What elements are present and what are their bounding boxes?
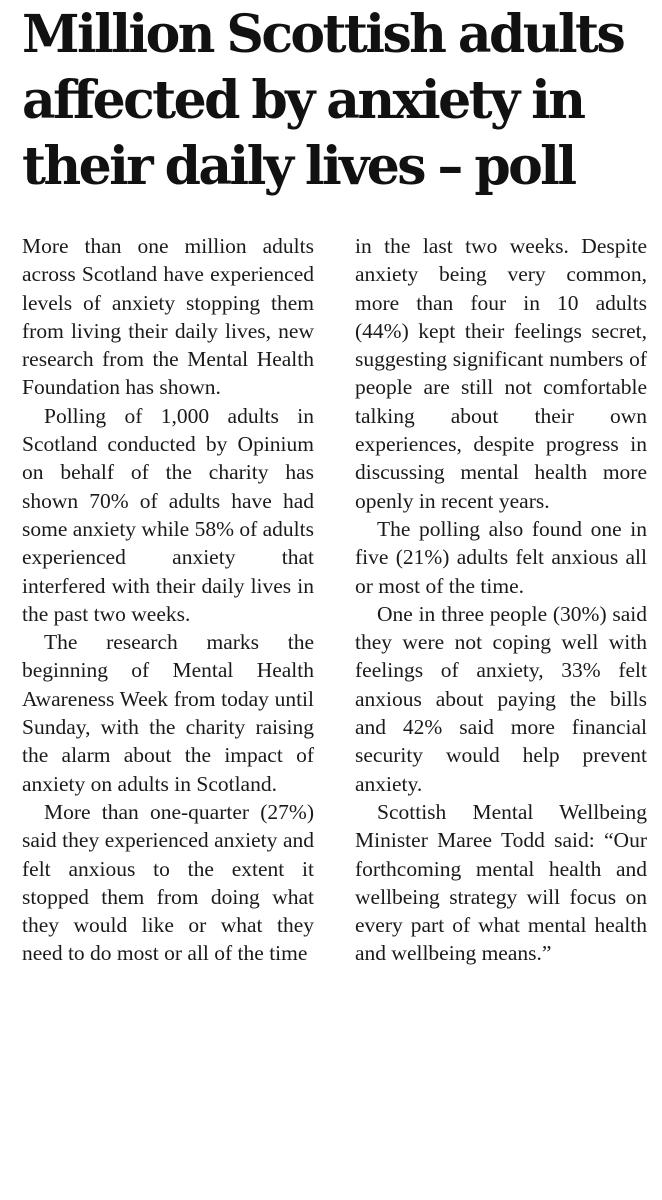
article-column-right	[355, 232, 647, 968]
article-paragraph: More than one million adults across Scotland have experienced levels of anxiety stopping them from living their daily lives, new research from the Mental Health Foundation has shown.	[22, 234, 314, 400]
article-paragraph: One in three people (30%) said they were not coping well with feelings of anxiety, 33% felt anxious about paying the bills and 42% said more financial security would help prevent anxiety.	[355, 601, 647, 796]
article-headline: Million Scottish adults affected by anxiety in their daily lives – poll	[22, 4, 624, 197]
article-paragraph: The polling also found one in five (21%) adults felt anxious all or most of the time.	[355, 516, 647, 598]
article-paragraph: Polling of 1,000 adults in Scotland conducted by Opinium on behalf of the charity has shown 70% of adults have had some anxiety while 58% of adults experienced anxiety that interfered with their daily lives in the past two weeks.	[22, 403, 314, 626]
article-paragraph: More than one-quarter (27%) said they experienced anxiety and felt anxious to the extent it stopped them from doing what they would like or what they need to do most or all of the time	[22, 799, 314, 966]
article-column-left	[22, 232, 314, 968]
article-paragraph-continued: in the last two weeks. Despite anxiety being very common, more than four in 10 adults (44%) kept their feelings secret, suggesting significant numbers of people are still not comfortable talking about their own experiences, despite progress in discussing mental health more openly in recent years.	[355, 234, 647, 513]
article-paragraph: The research marks the beginning of Mental Health Awareness Week from today until Sunday, with the charity raising the alarm about the impact of anxiety on adults in Scotland.	[22, 630, 314, 796]
article-paragraph: Scottish Mental Wellbeing Minister Maree Todd said: “Our forthcoming mental health and wellbeing strategy will focus on every part of what mental health and wellbeing means.”	[355, 799, 647, 966]
